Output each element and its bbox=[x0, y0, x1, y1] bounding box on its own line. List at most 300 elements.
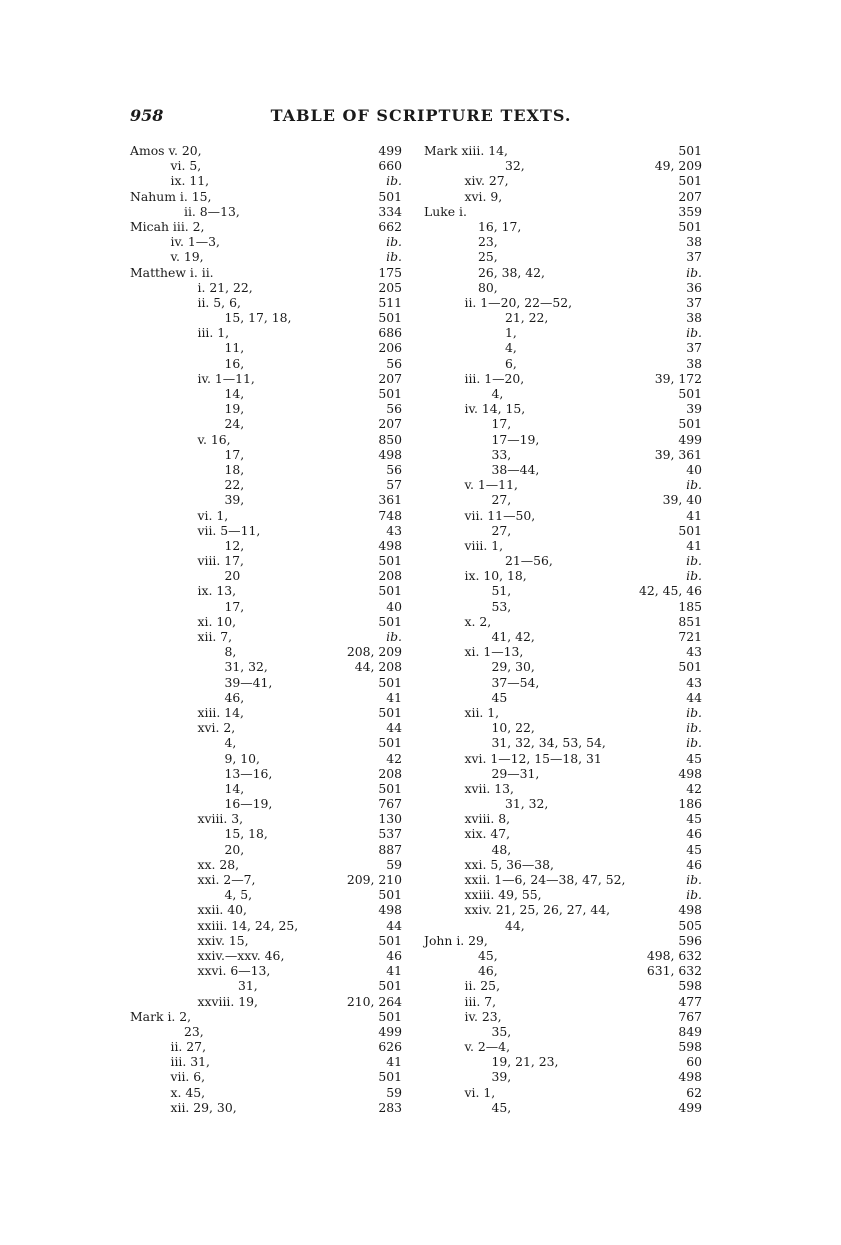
page-reference: ib. bbox=[686, 872, 702, 887]
page-reference: ib. bbox=[386, 249, 402, 265]
page-reference: 41 bbox=[686, 507, 702, 523]
index-entry bbox=[424, 143, 702, 158]
page-reference: 686 bbox=[378, 325, 402, 341]
scripture-reference: Matthew i. ii. bbox=[130, 264, 214, 280]
index-entry bbox=[130, 568, 402, 583]
index-entry bbox=[424, 720, 702, 735]
scripture-reference: 14, bbox=[224, 386, 245, 401]
index-entry bbox=[424, 189, 702, 204]
scripture-reference: ix. 10, 18, bbox=[464, 568, 527, 584]
scripture-reference: 31, 32, bbox=[505, 796, 549, 812]
page-reference: ib. bbox=[686, 264, 702, 280]
scripture-reference: 12, bbox=[224, 537, 245, 553]
left-column bbox=[130, 143, 402, 1115]
page-reference: 208 bbox=[378, 568, 402, 584]
page-reference: 45 bbox=[686, 811, 702, 827]
index-entry bbox=[424, 963, 702, 978]
page-reference: ib. bbox=[686, 325, 702, 341]
index-entry bbox=[424, 173, 702, 188]
page-reference: 598 bbox=[678, 978, 702, 994]
page-reference: 501 bbox=[378, 932, 402, 948]
page-reference: 498 bbox=[378, 446, 402, 462]
scripture-reference: 20 bbox=[224, 568, 241, 584]
page-reference: 501 bbox=[378, 310, 402, 326]
page-reference: 44 bbox=[386, 917, 402, 933]
page-reference: 851 bbox=[678, 613, 702, 629]
scripture-reference: Luke i. bbox=[424, 203, 467, 219]
index-entry bbox=[130, 978, 402, 993]
scripture-reference: xii. 29, 30, bbox=[170, 1099, 237, 1115]
index-entry bbox=[424, 614, 702, 629]
scripture-reference: 27, bbox=[491, 492, 512, 508]
page-reference: 57 bbox=[386, 477, 402, 493]
scripture-reference: xvi. 9, bbox=[464, 188, 503, 204]
page-reference: 501 bbox=[678, 522, 702, 538]
index-entry bbox=[424, 766, 702, 781]
scripture-reference: xxii. 1—6, 24—38, 47, 52, bbox=[464, 872, 626, 887]
page-reference: 662 bbox=[378, 218, 402, 234]
scripture-reference: 26, 38, 42, bbox=[478, 264, 545, 280]
index-entry bbox=[130, 735, 402, 750]
scripture-reference: 39—41, bbox=[224, 674, 273, 690]
index-entry bbox=[130, 447, 402, 462]
index-entry bbox=[424, 1085, 702, 1100]
page-reference: 501 bbox=[378, 188, 402, 204]
page-reference: ib. bbox=[386, 234, 402, 250]
scripture-reference: xviii. 8, bbox=[464, 811, 511, 827]
index-entry bbox=[424, 158, 702, 173]
scripture-reference: iv. 23, bbox=[464, 1008, 502, 1024]
index-entry bbox=[424, 705, 702, 720]
index-entry bbox=[130, 295, 402, 310]
page-reference: 59 bbox=[386, 1084, 402, 1100]
page-reference: 208, 209 bbox=[346, 644, 402, 660]
index-entry bbox=[424, 265, 702, 280]
scripture-reference: 18, bbox=[224, 461, 245, 477]
index-entry bbox=[424, 599, 702, 614]
scripture-reference: ix. 11, bbox=[170, 173, 210, 189]
index-entry bbox=[130, 1069, 402, 1084]
page-reference: 41 bbox=[686, 537, 702, 553]
index-entry bbox=[424, 447, 702, 462]
page-reference: 501 bbox=[378, 613, 402, 629]
page-number: 958 bbox=[130, 106, 164, 125]
page-reference: ib. bbox=[386, 629, 402, 644]
scripture-reference: 4, bbox=[224, 735, 237, 751]
scripture-reference: 10, 22, bbox=[491, 720, 535, 736]
page-reference: 498, 632 bbox=[646, 947, 702, 963]
page-reference: 37 bbox=[686, 340, 702, 356]
page-reference: 283 bbox=[378, 1099, 402, 1115]
page-reference: 361 bbox=[378, 492, 402, 508]
scripture-reference: v. 2—4, bbox=[464, 1039, 511, 1055]
scripture-reference: 24, bbox=[224, 416, 245, 432]
page-reference: 44, 208 bbox=[354, 659, 402, 675]
page-reference: 887 bbox=[378, 841, 402, 857]
index-entry bbox=[130, 583, 402, 598]
page-reference: 501 bbox=[678, 416, 702, 432]
scripture-reference: John i. 29, bbox=[424, 932, 488, 948]
page-reference: 499 bbox=[378, 143, 402, 158]
scripture-reference: x. 45, bbox=[170, 1084, 206, 1100]
scripture-reference: Mark i. 2, bbox=[130, 1008, 192, 1024]
index-entry bbox=[424, 401, 702, 416]
index-entry bbox=[130, 492, 402, 507]
page-reference: 501 bbox=[378, 704, 402, 720]
scripture-reference: 20, bbox=[224, 841, 245, 857]
scripture-reference: xxvi. 6—13, bbox=[197, 963, 271, 979]
index-entry bbox=[130, 310, 402, 325]
index-entry bbox=[424, 887, 702, 902]
index-entry bbox=[424, 234, 702, 249]
index-entry bbox=[424, 416, 702, 431]
scripture-reference: xvii. 13, bbox=[464, 780, 514, 796]
scripture-reference: 13—16, bbox=[224, 765, 273, 781]
scripture-reference: iii. 31, bbox=[170, 1054, 210, 1070]
running-title: TABLE OF SCRIPTURE TEXTS. bbox=[270, 106, 572, 125]
page-reference: 56 bbox=[386, 355, 402, 371]
scripture-reference: xxiv. 21, 25, 26, 27, 44, bbox=[464, 902, 611, 918]
scripture-reference: xiii. 14, bbox=[197, 704, 244, 720]
index-entry bbox=[424, 325, 702, 340]
scripture-reference: 4, 5, bbox=[224, 887, 253, 903]
page-reference: 767 bbox=[378, 796, 402, 812]
index-entry bbox=[424, 933, 702, 948]
scripture-reference: vii. 5—11, bbox=[197, 522, 261, 538]
page-reference: 40 bbox=[686, 461, 702, 477]
index-entry bbox=[424, 948, 702, 963]
page-reference: 39, 172 bbox=[654, 370, 702, 386]
page-reference: 501 bbox=[378, 780, 402, 796]
page-reference: 501 bbox=[378, 978, 402, 994]
page-reference: 46 bbox=[686, 856, 702, 872]
index-entry bbox=[130, 249, 402, 264]
page-reference: 501 bbox=[378, 887, 402, 903]
index-entry bbox=[424, 1069, 702, 1084]
scripture-reference: 27, bbox=[491, 522, 512, 538]
page-reference: 42 bbox=[386, 750, 402, 766]
scripture-reference: 37—54, bbox=[491, 674, 540, 690]
page-reference: 42, 45, 46 bbox=[638, 583, 702, 599]
page-reference: 46 bbox=[386, 947, 402, 963]
index-entry bbox=[130, 401, 402, 416]
index-entry bbox=[424, 1024, 702, 1039]
index-entry bbox=[424, 735, 702, 750]
scripture-reference: xx. 28, bbox=[197, 856, 240, 872]
index-entry bbox=[130, 857, 402, 872]
page-reference: 185 bbox=[678, 598, 702, 614]
index-entry bbox=[424, 553, 702, 568]
page-reference: 626 bbox=[378, 1039, 402, 1055]
scripture-reference: xvi. 1—12, 15—18, 31 bbox=[464, 750, 602, 766]
page-reference: 40 bbox=[386, 598, 402, 614]
scripture-reference: 35, bbox=[491, 1023, 512, 1039]
scripture-reference: Micah iii. 2, bbox=[130, 218, 205, 234]
page-reference: 596 bbox=[678, 932, 702, 948]
page-reference: 334 bbox=[378, 203, 402, 219]
scripture-reference: 14, bbox=[224, 780, 245, 796]
page-reference: 359 bbox=[678, 203, 702, 219]
page-reference: 498 bbox=[678, 765, 702, 781]
index-entry bbox=[130, 234, 402, 249]
page-reference: 43 bbox=[686, 674, 702, 690]
index-entry bbox=[130, 280, 402, 295]
page-reference: 44 bbox=[686, 689, 702, 705]
scripture-reference: 6, bbox=[505, 355, 517, 371]
page-reference: 501 bbox=[378, 553, 402, 569]
index-entry bbox=[130, 644, 402, 659]
page-reference: 186 bbox=[678, 796, 702, 812]
index-entry bbox=[130, 933, 402, 948]
index-entry bbox=[424, 310, 702, 325]
index-entry bbox=[130, 720, 402, 735]
index-entry bbox=[130, 659, 402, 674]
scripture-reference: 15, 17, 18, bbox=[224, 310, 292, 326]
page-header bbox=[130, 104, 712, 132]
page-reference: 207 bbox=[378, 416, 402, 432]
index-entry bbox=[130, 508, 402, 523]
scripture-reference: 22, bbox=[224, 477, 245, 493]
index-entry bbox=[424, 842, 702, 857]
scripture-reference: 8, bbox=[224, 644, 237, 660]
index-entry bbox=[424, 386, 702, 401]
index-entry bbox=[424, 781, 702, 796]
index-entry bbox=[424, 523, 702, 538]
scripture-reference: xxiii. 14, 24, 25, bbox=[197, 917, 299, 933]
index-entry bbox=[424, 872, 702, 887]
page-reference: 46 bbox=[686, 826, 702, 842]
index-entry bbox=[130, 690, 402, 705]
page-reference: 41 bbox=[386, 963, 402, 979]
index-entry bbox=[424, 811, 702, 826]
index-entry bbox=[424, 249, 702, 264]
page-reference: 498 bbox=[678, 902, 702, 918]
index-entry bbox=[130, 204, 402, 219]
index-entry bbox=[130, 371, 402, 386]
page-reference: 499 bbox=[678, 1099, 702, 1115]
page-reference: 660 bbox=[378, 158, 402, 174]
index-entry bbox=[424, 295, 702, 310]
scripture-reference: viii. 1, bbox=[464, 537, 504, 553]
page-reference: 41 bbox=[386, 1054, 402, 1070]
index-entry bbox=[424, 1039, 702, 1054]
index-entry bbox=[424, 356, 702, 371]
scripture-reference: vi. 1, bbox=[197, 507, 229, 523]
index-entry bbox=[424, 462, 702, 477]
index-entry bbox=[130, 416, 402, 431]
scripture-reference: xxiv. 15, bbox=[197, 932, 249, 948]
index-entry bbox=[424, 280, 702, 295]
index-entry bbox=[424, 568, 702, 583]
index-entry bbox=[130, 918, 402, 933]
page-reference: 41 bbox=[386, 689, 402, 705]
page-reference: 44 bbox=[386, 720, 402, 736]
page-reference: 501 bbox=[378, 583, 402, 599]
page-reference: 39 bbox=[686, 401, 702, 417]
scripture-reference: xi. 1—13, bbox=[464, 644, 524, 660]
index-entry bbox=[130, 523, 402, 538]
page-reference: 498 bbox=[378, 537, 402, 553]
index-entry bbox=[424, 918, 702, 933]
scripture-reference: 17, bbox=[224, 446, 245, 462]
scripture-reference: 16—19, bbox=[224, 796, 273, 812]
page-reference: 501 bbox=[678, 659, 702, 675]
scripture-reference: 51, bbox=[491, 583, 512, 599]
page-reference: 505 bbox=[678, 917, 702, 933]
page-reference: 767 bbox=[678, 1008, 702, 1024]
page-reference: 37 bbox=[686, 249, 702, 265]
page-reference: 205 bbox=[378, 279, 402, 295]
scripture-reference: vi. 1, bbox=[464, 1084, 496, 1100]
index-entry bbox=[424, 629, 702, 644]
page-reference: 499 bbox=[378, 1023, 402, 1039]
index-entry bbox=[130, 948, 402, 963]
page-reference: 56 bbox=[386, 401, 402, 417]
index-entry bbox=[424, 796, 702, 811]
index-entry bbox=[424, 508, 702, 523]
page-reference: 207 bbox=[378, 370, 402, 386]
scripture-reference: 46, bbox=[478, 963, 498, 979]
scripture-reference: xxi. 2—7, bbox=[197, 872, 256, 887]
page-reference: 511 bbox=[378, 294, 402, 310]
scripture-reference: xxiii. 49, 55, bbox=[464, 887, 542, 903]
scripture-reference: 44, bbox=[505, 917, 525, 933]
index-entry bbox=[130, 811, 402, 826]
scripture-reference: ix. 13, bbox=[197, 583, 237, 599]
index-entry bbox=[130, 887, 402, 902]
scripture-reference: ii. 27, bbox=[170, 1039, 207, 1055]
index-entry bbox=[424, 1100, 702, 1115]
index-entry bbox=[130, 1039, 402, 1054]
page-reference: 498 bbox=[378, 902, 402, 918]
page-reference: 38 bbox=[686, 234, 702, 250]
index-entry bbox=[130, 143, 402, 158]
index-entry bbox=[130, 781, 402, 796]
index-entry bbox=[424, 994, 702, 1009]
scripture-reference: 17, bbox=[224, 598, 245, 614]
index-entry bbox=[130, 614, 402, 629]
index-entry bbox=[130, 1085, 402, 1100]
scripture-reference: vii. 6, bbox=[170, 1069, 206, 1085]
scripture-reference: 45, bbox=[478, 947, 498, 963]
page-reference: ib. bbox=[686, 887, 702, 903]
scripture-reference: 29—31, bbox=[491, 765, 540, 781]
index-entry bbox=[424, 1054, 702, 1069]
index-entry bbox=[424, 644, 702, 659]
scripture-reference: xxviii. 19, bbox=[197, 993, 258, 1009]
index-entry bbox=[130, 462, 402, 477]
page-reference: 748 bbox=[378, 507, 402, 523]
page-reference: 598 bbox=[678, 1039, 702, 1055]
page-reference: 130 bbox=[378, 811, 402, 827]
scripture-reference: ii. 8—13, bbox=[184, 203, 240, 219]
scripture-reference: 1, bbox=[505, 325, 517, 341]
index-entry bbox=[130, 796, 402, 811]
page-reference: 501 bbox=[378, 1008, 402, 1024]
scripture-reference: vii. 11—50, bbox=[464, 507, 536, 523]
scripture-reference: 29, 30, bbox=[491, 659, 535, 675]
index-entry bbox=[130, 325, 402, 340]
scripture-reference: 53, bbox=[491, 598, 512, 614]
index-entry bbox=[130, 538, 402, 553]
page-reference: 501 bbox=[678, 386, 702, 401]
scripture-reference: 11, bbox=[224, 340, 245, 356]
scripture-reference: 16, 17, bbox=[478, 218, 522, 234]
page-reference: 501 bbox=[378, 674, 402, 690]
page-reference: 499 bbox=[678, 431, 702, 447]
scripture-reference: 46, bbox=[224, 689, 245, 705]
scripture-reference: iv. 14, 15, bbox=[464, 401, 526, 417]
scripture-reference: 31, 32, bbox=[224, 659, 268, 675]
page-reference: 43 bbox=[386, 522, 402, 538]
scripture-reference: iii. 1, bbox=[197, 325, 230, 341]
index-entry bbox=[130, 902, 402, 917]
index-entry bbox=[424, 1009, 702, 1024]
scripture-reference: 23, bbox=[478, 234, 498, 250]
index-entry bbox=[130, 356, 402, 371]
scripture-reference: 32, bbox=[505, 158, 525, 174]
scripture-reference: xii. 7, bbox=[197, 629, 233, 644]
scripture-reference: iii. 7, bbox=[464, 993, 497, 1009]
index-entry bbox=[130, 842, 402, 857]
page-reference: 721 bbox=[678, 629, 702, 644]
page-reference: ib. bbox=[686, 704, 702, 720]
page-reference: ib. bbox=[686, 720, 702, 736]
index-entry bbox=[424, 690, 702, 705]
page-reference: 59 bbox=[386, 856, 402, 872]
index-entry bbox=[130, 751, 402, 766]
scripture-reference: x. 2, bbox=[464, 613, 492, 629]
page-reference: 501 bbox=[678, 173, 702, 189]
page-reference: 206 bbox=[378, 340, 402, 356]
scripture-reference: 39, bbox=[491, 1069, 512, 1085]
page-reference: 207 bbox=[678, 188, 702, 204]
index-entry bbox=[130, 386, 402, 401]
page-reference: 850 bbox=[378, 431, 402, 447]
index-entry bbox=[130, 1100, 402, 1115]
scripture-reference: 19, bbox=[224, 401, 245, 417]
page-reference: ib. bbox=[686, 477, 702, 493]
scripture-reference: xiv. 27, bbox=[464, 173, 509, 189]
page-reference: 210, 264 bbox=[346, 993, 402, 1009]
page-reference: 45 bbox=[686, 750, 702, 766]
index-entry bbox=[424, 857, 702, 872]
page-reference: ib. bbox=[686, 735, 702, 751]
index-entry bbox=[130, 158, 402, 173]
index-entry bbox=[130, 826, 402, 841]
index-entry bbox=[424, 675, 702, 690]
page-reference: 38 bbox=[686, 310, 702, 326]
index-entry bbox=[424, 204, 702, 219]
scripture-reference: viii. 17, bbox=[197, 553, 244, 569]
page-reference: 42 bbox=[686, 780, 702, 796]
scripture-reference: 15, 18, bbox=[224, 826, 268, 842]
index-entry bbox=[424, 978, 702, 993]
scripture-reference: 9, 10, bbox=[224, 750, 260, 766]
page-reference: 501 bbox=[678, 218, 702, 234]
index-entry bbox=[424, 340, 702, 355]
scripture-reference: xxi. 5, 36—38, bbox=[464, 856, 554, 872]
page-reference: ib. bbox=[686, 568, 702, 584]
page-reference: 849 bbox=[678, 1023, 702, 1039]
index-entry bbox=[130, 173, 402, 188]
page-reference: 501 bbox=[378, 386, 402, 401]
page-reference: 38 bbox=[686, 355, 702, 371]
page-reference: 209, 210 bbox=[346, 872, 402, 887]
page-reference: 60 bbox=[686, 1054, 702, 1070]
index-entry bbox=[424, 751, 702, 766]
scripture-reference: 17—19, bbox=[491, 431, 540, 447]
